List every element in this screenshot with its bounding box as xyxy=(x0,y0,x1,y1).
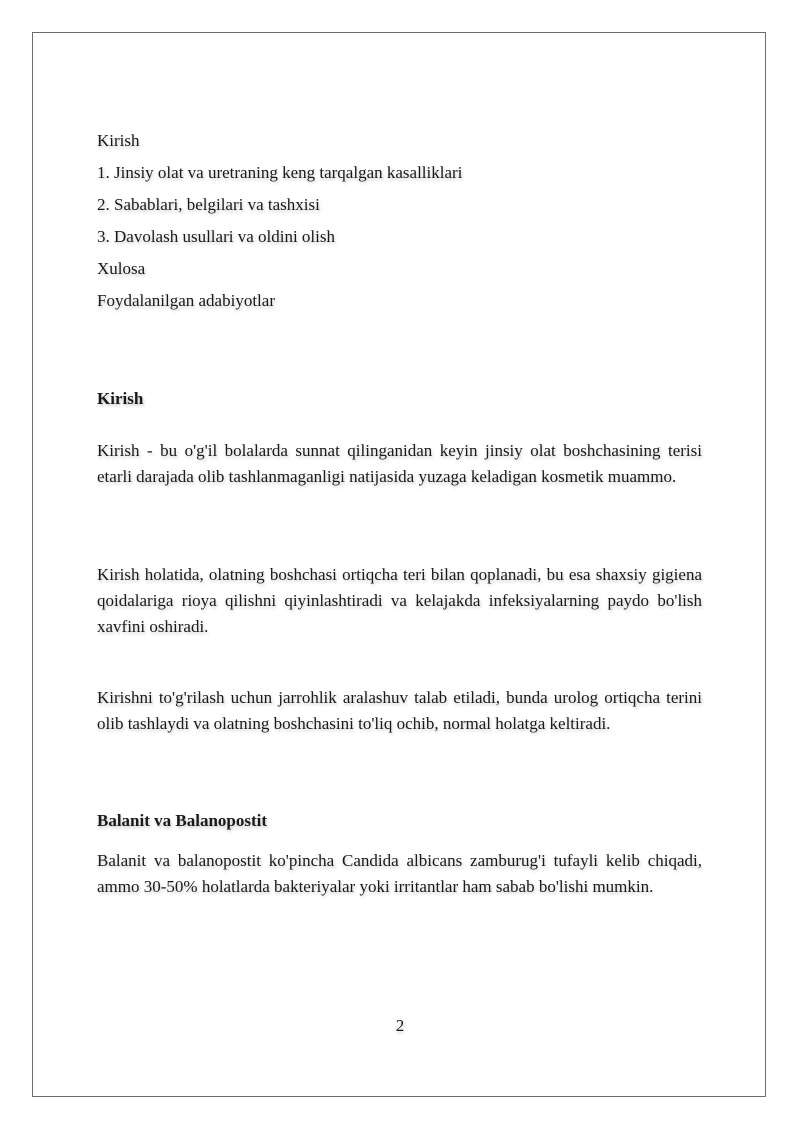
toc-item: 3. Davolash usullari va oldini olish xyxy=(97,227,335,246)
toc-item: 1. Jinsiy olat va uretraning keng tarqalgan kasalliklari xyxy=(97,163,463,182)
section-heading: Kirish xyxy=(97,389,144,408)
paragraph: Kirishni to'g'rilash uchun jarrohlik aralashuv talab etiladi, bunda urolog ortiqcha terini olib tashlaydi va olatning boshchasini to'liq ochib, normal holatga keltiradi. xyxy=(97,688,702,733)
section-heading: Balanit va Balanopostit xyxy=(97,811,268,830)
table-of-contents xyxy=(97,129,702,321)
paragraph: Balanit va balanopostit ko'pincha Candida albicans zamburug'i tufayli kelib chiqadi, ammo 30-50% holatlarda bakteriyalar yoki irritantlar ham sabab bo'lishi mumkin. xyxy=(97,851,702,896)
toc-item: Foydalanilgan adabiyotlar xyxy=(97,291,275,310)
paragraph: Kirish - bu o'g'il bolalarda sunnat qilinganidan keyin jinsiy olat boshchasining terisi etarli darajada olib tashlanmaganligi natijasida yuzaga keladigan kosmetik muammo. xyxy=(97,441,702,486)
toc-item: 2. Sabablari, belgilari va tashxisi xyxy=(97,195,320,214)
toc-item: Xulosa xyxy=(97,259,146,278)
toc-item: Kirish xyxy=(97,131,140,150)
page-number: 2 xyxy=(395,1016,405,1035)
paragraph: Kirish holatida, olatning boshchasi ortiqcha teri bilan qoplanadi, bu esa shaxsiy gigiena qoidalariga rioya qilishni qiyinlashtiradi va kelajakda infeksiyalarning paydo bo'lish xavfini oshiradi. xyxy=(97,565,702,636)
